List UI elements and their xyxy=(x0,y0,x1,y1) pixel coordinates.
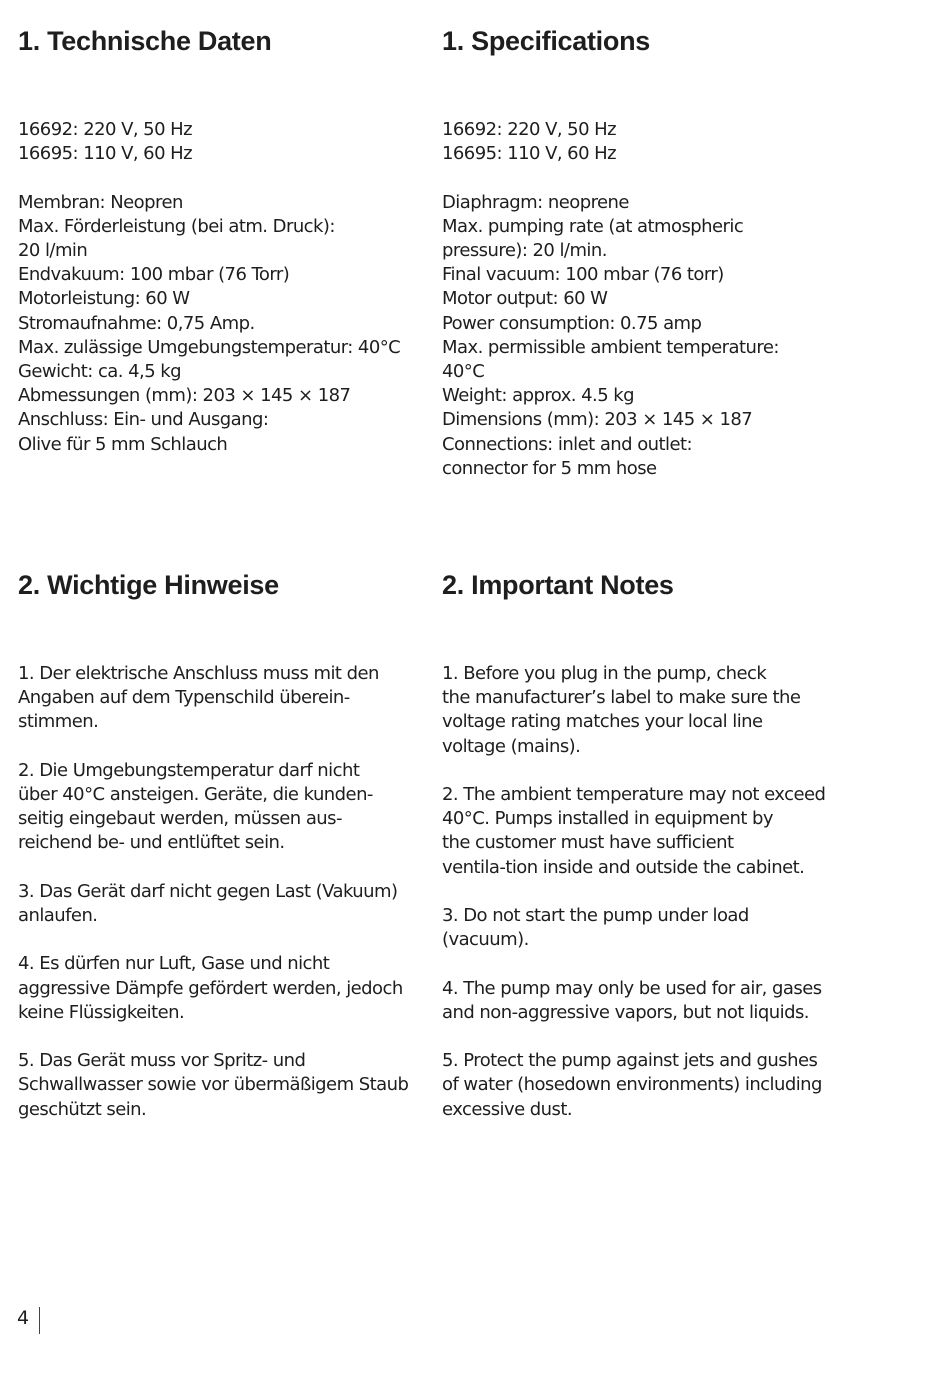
text-line: Max. zulässige Umgebungstemperatur: 40°C xyxy=(18,336,401,358)
text-line: excessive dust. xyxy=(442,1098,573,1120)
text-line: Motor output: 60 W xyxy=(442,288,608,310)
paragraph-gap xyxy=(18,1025,408,1049)
text-line: 16692: 220 V, 50 Hz xyxy=(18,119,193,140)
text-line: anlaufen. xyxy=(18,905,98,926)
text-line: 4. Es dürfen nur Luft, Gase und nicht xyxy=(18,953,330,975)
text-line: the manufacturer’s label to make sure the xyxy=(442,687,801,709)
text-line: 40°C xyxy=(442,361,485,383)
text-line: Weight: approx. 4.5 kg xyxy=(442,385,635,407)
text-line: Max. Förderleistung (bei atm. Druck): xyxy=(18,215,335,237)
paragraph-gap xyxy=(18,928,408,952)
text-line: 3. Das Gerät darf nicht gegen Last (Vakuum) xyxy=(18,880,398,902)
text-line: Diaphragm: neoprene xyxy=(442,191,629,213)
text-line: 16695: 110 V, 60 Hz xyxy=(442,143,617,165)
text-line: Schwallwasser sowie vor übermäßigem Staub xyxy=(18,1074,409,1096)
paragraph-gap xyxy=(18,166,400,190)
text-line: Max. permissible ambient temperature: xyxy=(442,336,779,358)
text-line: and non-aggressive vapors, but not liquids. xyxy=(442,1001,809,1023)
text-line: 2. Die Umgebungstemperatur darf nicht xyxy=(18,759,360,781)
german-notes-text xyxy=(18,662,408,1122)
text-line: Motorleistung: 60 W xyxy=(18,288,190,310)
text-line: Final vacuum: 100 mbar (76 torr) xyxy=(442,264,724,286)
text-line: 16695: 110 V, 60 Hz xyxy=(18,143,193,165)
text-line: 5. Protect the pump against jets and gushes xyxy=(442,1050,818,1072)
text-line: Dimensions (mm): 203 × 145 × 187 xyxy=(442,409,753,431)
paragraph-gap xyxy=(18,856,408,880)
text-line: voltage (mains). xyxy=(442,735,581,757)
text-line: Power consumption: 0.75 amp xyxy=(442,312,702,334)
text-line: Abmessungen (mm): 203 × 145 × 187 xyxy=(18,385,351,407)
text-line: 20 l/min xyxy=(18,240,88,261)
german-spec-heading: 1. Technische Daten xyxy=(18,26,272,56)
text-line: geschützt sein. xyxy=(18,1098,147,1120)
text-line: Stromaufnahme: 0,75 Amp. xyxy=(18,312,255,334)
text-line: über 40°C ansteigen. Geräte, die kunden- xyxy=(18,784,373,805)
text-line: Connections: inlet and outlet: xyxy=(442,433,693,455)
text-line: 2. The ambient temperature may not exceed xyxy=(442,784,826,805)
text-line: stimmen. xyxy=(18,711,99,733)
text-line: Membran: Neopren xyxy=(18,191,183,213)
english-spec-heading: 1. Specifications xyxy=(442,26,650,56)
text-line: Angaben auf dem Typenschild überein- xyxy=(18,687,350,709)
paragraph-gap xyxy=(442,759,825,783)
page-number: 4 xyxy=(17,1307,30,1329)
text-line: 16692: 220 V, 50 Hz xyxy=(442,119,617,140)
text-line: Olive für 5 mm Schlauch xyxy=(18,433,228,455)
text-line: voltage rating matches your local line xyxy=(442,711,763,733)
text-line: of water (hosedown environments) including xyxy=(442,1074,822,1096)
text-line: connector for 5 mm hose xyxy=(442,457,657,479)
text-line: aggressive Dämpfe gefördert werden, jedoch xyxy=(18,977,403,999)
text-line: 4. The pump may only be used for air, gases xyxy=(442,977,822,999)
text-line: ventila-tion inside and outside the cabinet. xyxy=(442,856,805,878)
text-line: reichend be- und entlüftet sein. xyxy=(18,832,285,854)
text-line: the customer must have sufficient xyxy=(442,832,734,854)
text-line: seitig eingebaut werden, müssen aus- xyxy=(18,808,342,830)
paragraph-gap xyxy=(442,880,825,904)
text-line: pressure): 20 l/min. xyxy=(442,240,607,261)
text-line: keine Flüssigkeiten. xyxy=(18,1001,185,1023)
text-line: Anschluss: Ein- und Ausgang: xyxy=(18,409,269,431)
text-line: 1. Der elektrische Anschluss muss mit den xyxy=(18,663,379,684)
text-line: 40°C. Pumps installed in equipment by xyxy=(442,808,774,830)
footer-divider xyxy=(39,1307,40,1334)
paragraph-gap xyxy=(18,735,408,759)
text-line: 1. Before you plug in the pump, check xyxy=(442,663,767,684)
paragraph-gap xyxy=(442,1025,825,1049)
paragraph-gap xyxy=(442,952,825,976)
paragraph-gap xyxy=(442,166,779,190)
text-line: 5. Das Gerät muss vor Spritz- und xyxy=(18,1050,306,1072)
text-line: 3. Do not start the pump under load xyxy=(442,905,749,926)
german-spec-text xyxy=(18,118,400,457)
text-line: Endvakuum: 100 mbar (76 Torr) xyxy=(18,264,290,286)
english-notes-text xyxy=(442,662,825,1122)
text-line: Gewicht: ca. 4,5 kg xyxy=(18,361,182,383)
english-notes-heading: 2. Important Notes xyxy=(442,570,674,600)
text-line: Max. pumping rate (at atmospheric xyxy=(442,215,744,237)
english-spec-text xyxy=(442,118,779,481)
german-notes-heading: 2. Wichtige Hinweise xyxy=(18,570,279,600)
text-line: (vacuum). xyxy=(442,929,529,951)
